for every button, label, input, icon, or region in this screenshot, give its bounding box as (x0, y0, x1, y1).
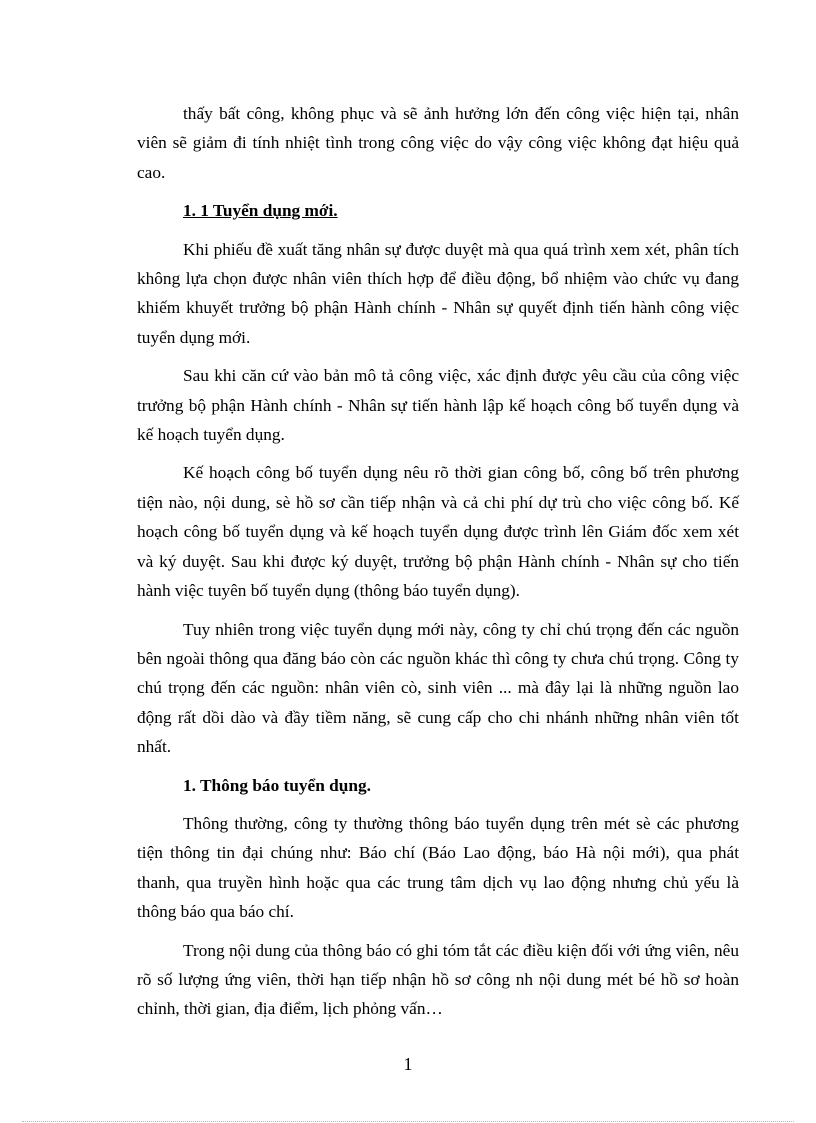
paragraph-announcement-plan: Kế hoạch công bố tuyển dụng nêu rõ thời gian công bố, công bố trên phương tiện nào, nội dung, sè hồ sơ cần tiếp nhận và cả chi phí dự trù cho việc công bố. Kế hoạch công bố tuyển dụng và kế hoạch tuyển dụng được trình lên Giám đốc xem xét và ký duyệt. Sau khi được ký duyệt, trưởng bộ phận Hành chính - Nhân sự cho tiến hành việc tuyên bố tuyển dụng (thông báo tuyển dụng). (137, 463, 739, 601)
paragraph-recruitment-sources: Tuy nhiên trong việc tuyển dụng mới này, công ty chỉ chú trọng đến các nguồn bên ngoài thông qua đăng báo còn các nguồn khác thì công ty chưa chú trọng. Công ty chú trọng đến các nguồn: nhân viên cò, sinh viên ... mà đây lại là những nguồn lao động rất dồi dào và đầy tiềm năng, sẽ cung cấp cho chi nhánh những nhân viên tốt nhất. (137, 619, 739, 757)
section-heading-new-recruitment: 1. 1 Tuyển dụng mới. (183, 201, 338, 221)
paragraph-recruitment-proposal: Khi phiếu đề xuất tăng nhân sự được duyệt mà qua quá trình xem xét, phân tích không lựa chọn được nhân viên thích hợp để điều động, bổ nhiệm vào chức vụ đang khiếm khuyết trưởng bộ phận Hành chính - Nhân sự quyết định tiến hành công việc tuyển dụng mới. (137, 239, 739, 347)
section-heading-job-announcement: 1. Thông báo tuyển dụng. (183, 775, 371, 795)
paragraph-continuation: thấy bất công, không phục và sẽ ảnh hưởng lớn đến công việc hiện tại, nhân viên sẽ giảm đi tính nhiệt tình trong công việc do vậy công việc không đạt hiệu quả cao. (137, 104, 739, 182)
paragraph-job-description: Sau khi căn cứ vào bản mô tả công việc, xác định được yêu cầu của công việc trưởng bộ phận Hành chính - Nhân sự tiến hành lập kế hoạch công bố tuyển dụng và kế hoạch tuyển dụng. (137, 366, 739, 445)
page-bottom-divider (22, 1121, 794, 1122)
paragraph-media-channels: Thông thường, công ty thường thông báo tuyển dụng trên mét sè các phương tiện thông tin đại chúng như: Báo chí (Báo Lao động, báo Hà nội mới), qua phát thanh, qua truyền hình hoặc qua các trung tâm dịch vụ lao động nhưng chủ yếu là thông báo qua báo chí. (137, 813, 739, 922)
paragraph-announcement-content: Trong nội dung của thông báo có ghi tóm tắt các điều kiện đối với ứng viên, nêu rõ số lượng ứng viên, thời hạn tiếp nhận hồ sơ công nh nội dung mét bé hồ sơ hoàn chỉnh, thời gian, địa điểm, lịch phỏng vấn… (137, 940, 739, 1019)
page-number: 1 (403, 1054, 413, 1074)
document-body (137, 99, 739, 1031)
